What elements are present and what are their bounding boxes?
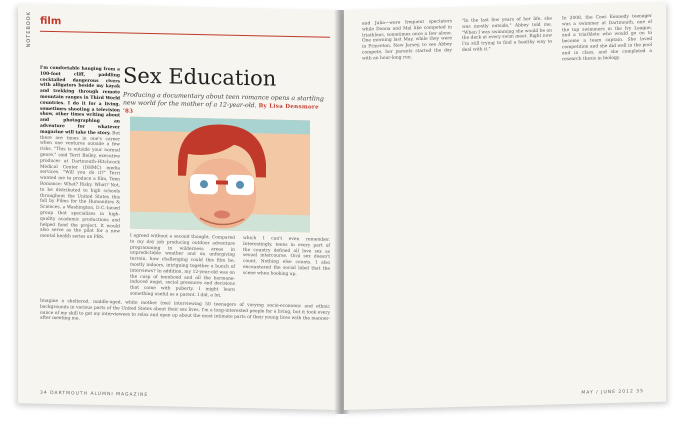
article-deck [123,91,328,119]
section-rule [40,31,330,38]
left-column-1 [40,66,120,242]
left-column-3 [243,236,330,278]
right-page [344,2,666,410]
body-text: But there are times in one's career when one ventures outside a few risks. "This is outside your normal genre," said Terri Bailey, executive producer at Dartmouth-Hitchcock Medical Center (DHMC) media services. "Will you do it?" Terri wanted me to produce a film, Teen Romance: What? Risky. What? Not, to be distributed to high schools throughout the United States this fall by Films for the Humanities & Sciences, a Washington, D.C.-based group that specializes in high-quality academic productions and helped fund the project. It would also serve as the pilot for a new mental health series on PBS. [40,130,120,241]
face-illustration [130,117,310,233]
body-text: In 2008, the Coos Kennedy teenager was a swimmer at Dartmouth, one of the top swimmers in the Ivy League, and a triathlete who would go on to become a team captain. She loved competition and she did well in the pool and in class, and she completed a research thesis in biology. [562,13,652,62]
rail-label: NOTEBOOK [26,11,32,48]
right-column-2 [462,17,552,54]
right-column-3 [562,14,652,63]
section-label: film [40,15,62,28]
lead-text: I'm comfortable hanging from a 100-foot cliff, paddling cocktailed dangerous rivers with alligators beside my kayak and trekking through remote mountain ranges in Third World countries. I do it for a living, sometimes shooting a television show, other times writing about and photographing an adventure for whatever magazine will take the story. [40,65,120,136]
left-page-footer: 34 DARTMOUTH ALUMNI MAGAZINE [40,390,149,398]
left-bottom-paragraph [40,299,330,328]
magazine-spread [18,10,666,415]
body-text: and Julia—were frequent spectators while Donna and Mal like competed in triathlons, sometimes once a few alone. One morning last May, while they were in Princeton, New Jersey, to see Abbey compete, her parents started the day with an hour-long run. [362,19,452,62]
byline: By Lisa Densmore '83 [123,103,319,115]
article-title: Sex Education [123,63,277,91]
left-column-2 [130,234,235,300]
body-text: "In the last few years of her life, she was mostly outside," Abbey told me. "When I was swimming she would be on the deck at every swim meet. Right now I'm still trying to find a healthy way to deal with it." [462,16,552,53]
body-text: Imagine a sheltered, middle-aged, white mother (me) interviewing 50 teenagers of varying socio-economic and ethnic backgrounds in various parts of the United States about their sex lives. I'm a long-interested people for a living, but it took every ounce of my skill to get my interviewees to relax and open up about the most intimate parts of their young lives with the manner-after meeting me. [40,298,330,322]
right-column-1 [362,19,452,62]
body-text: which I can't even remember. Interestingly, teens in every part of the country defined all love sex as sexual intercourse. Oral sex doesn't count. Nothing else counts. I also encountered the social label that the scene when hooking up. [243,235,330,277]
section-rail [24,11,34,107]
deck-text: Producing a documentary about teen romance opens a startling new world for the mother of a 12-year-old. [123,91,324,110]
body-text: I agreed without a second thought. Compared to my day job producing outdoor adventure programming in wilderness areas in unpredictable weather and on unforgiving terrain, how challenging could this film be, mostly indoors, intriguing together a bunch of interviews? In addition, my 12-year-old was on the cusp of teenhood and all the hormone-induced angst, social pressures and decisions that come with puberty. I might learn something useful as a parent. I did, a lot. [130,233,235,299]
left-page [18,3,340,410]
right-page-footer: MAY / JUNE 2012 35 [581,389,644,396]
